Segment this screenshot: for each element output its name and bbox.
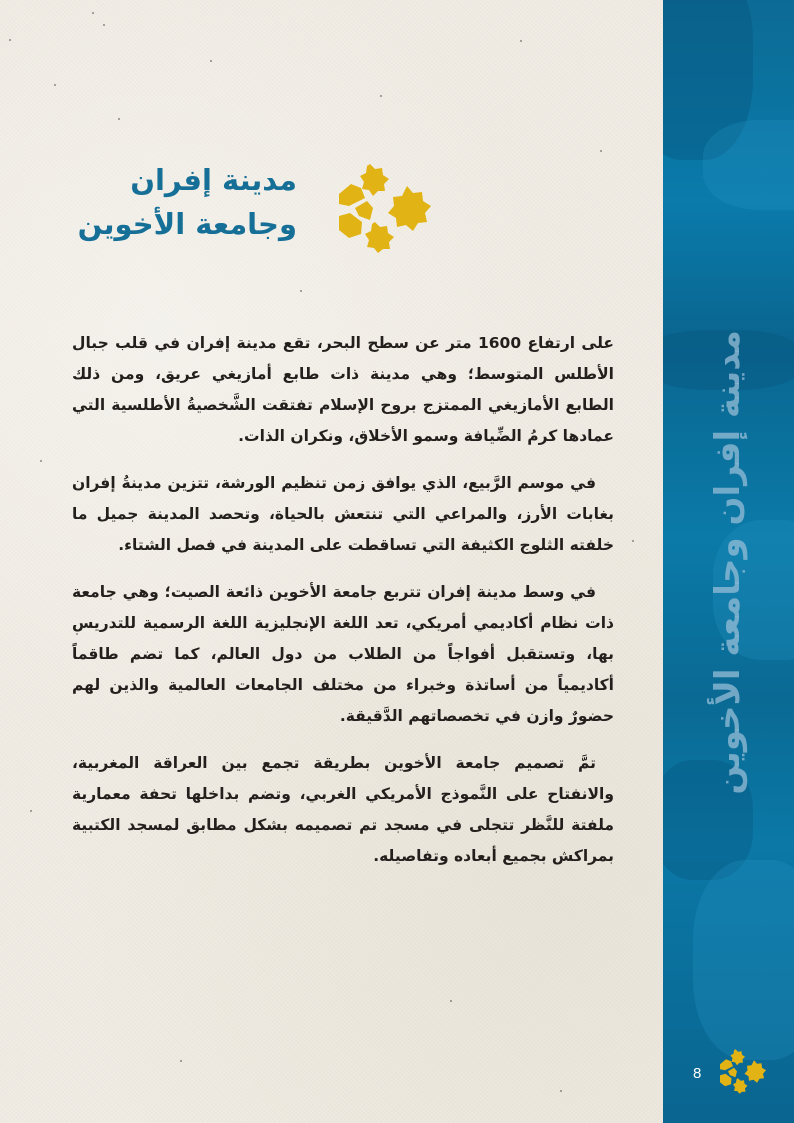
paper-speck [30,810,32,812]
paper-speck [180,1060,182,1062]
paper-speck [632,540,634,542]
page-title [78,158,297,246]
paper-speck [40,460,42,462]
paragraph-architecture: تمَّ تصميم جامعة الأخوين بطريقة تجمع بين العراقة المغربية، والانفتاح على النَّموذج الأمريكي الغربي، وتضم بداخلها تحفة معمارية ملفتة للنَّظر تتجلى في مسجد تم تصميمه بشكل مطابق لمسجد الكتبية بمراكش بجميع أبعاده وتفاصيله. [72,754,614,865]
sidebar-wash [703,120,794,210]
paper-speck [210,60,212,62]
sidebar-wash [693,860,794,1060]
paper-speck [54,84,56,86]
article-body [72,328,614,888]
paper-speck [300,290,302,292]
paper-speck [520,40,522,42]
paper-speck [380,95,382,97]
paragraph-altitude: على ارتفاع 1600 متر عن سطح البحر، تقع مدينة إفران في قلب جبال الأطلس المتوسط؛ وهي مدينة ذات طابع أمازيغي عريق، ومن ذلك الطابع الأمازيغي الممتزج بروح الإسلام تفتقت الشَّخصيةُ الأطلسية التي عمادها كرمُ الضِّيافة وسمو الأخلاق، ونكران الذات. [72,334,615,445]
paper-speck [600,150,602,152]
page-title-line-2: وجامعة الأخوين [77,207,297,241]
paper-speck [9,39,11,41]
star-cluster-logo-icon [718,1046,768,1094]
paper-speck [118,118,120,120]
page-title-line-1: مدينة إفران [130,163,297,197]
paper-speck [560,1090,562,1092]
sidebar-vertical-title: مدينة إفران وجامعة الأخوين [708,330,748,795]
paragraph-university: في وسط مدينة إفران تتربع جامعة الأخوين ذائعة الصيت؛ وهي جامعة ذات نظام أكاديمي أمريكي، تعد اللغة الإنجليزية اللغة الرسمية للتدريس بها، وتستقبل أفواجاً من الطلاب من دول العالم، كما تضم طاقماً أكاديمياً من أساتذة وخبراء من مختلف الجامعات العالمية والذين لهم حضورٌ وازن في تخصصاتهم الدَّقيقة. [72,583,614,725]
paragraph-spring: في موسم الرَّبيع، الذي يوافق زمن تنظيم الورشة، تتزين مدينةُ إفران بغابات الأرز، والمراعي التي تنتعش بالحياة، وتحصد المدينة جميل ما خلفته الثلوج الكثيفة التي تساقطت على المدينة في فصل الشتاء. [72,474,614,554]
paper-speck [103,24,105,26]
paper-speck [92,12,94,14]
page-number: 8 [693,1065,702,1082]
paper-speck [450,1000,452,1002]
star-cluster-logo-icon [335,158,435,253]
